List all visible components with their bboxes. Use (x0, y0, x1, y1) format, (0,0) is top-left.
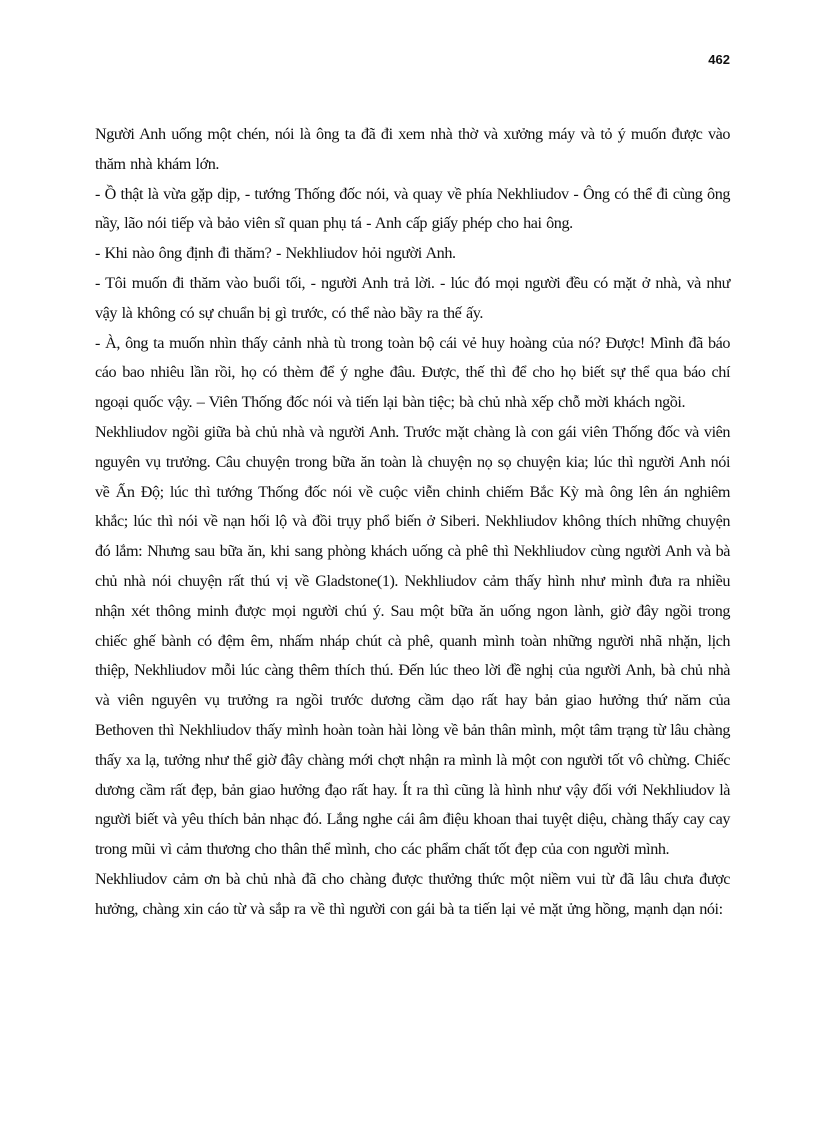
paragraph-7: Nekhliudov cảm ơn bà chủ nhà đã cho chàng được thưởng thức một niềm vui từ đã lâu chưa được hưởng, chàng xin cáo từ và sắp ra về thì người con gái bà ta tiến lại vẻ mặt ửng hồng, mạnh dạn nói: (95, 869, 730, 918)
paragraph-6: Nekhliudov ngồi giữa bà chủ nhà và người Anh. Trước mặt chàng là con gái viên Thống đốc và viên nguyên vụ trưởng. Câu chuyện trong bữa ăn toàn là chuyện nọ sọ chuyện kia; lúc thì người Anh nói về Ấn Độ; lúc thì tướng Thống đốc nói về cuộc viễn chinh chiếm Bắc Kỳ mà ông lên án nghiêm khắc; lúc thì nói về nạn hối lộ và đồi trụy phổ biến ở Siberi. Nekhliudov không thích những chuyện đó lắm: Nhưng sau bữa ăn, khi sang phòng khách uống cà phê thì Nekhliudov cùng người Anh và bà chủ nhà nói chuyện rất thú vị về Gladstone(1). Nekhliudov cảm thấy hình như mình đưa ra nhiều nhận xét thông minh được mọi người chú ý. Sau một bữa ăn uống ngon lành, giờ đây ngồi trong chiếc ghế bành có đệm êm, nhấm nháp chút cà phê, quanh mình toàn những người nhã nhặn, lịch thiệp, Nekhliudov mỗi lúc càng thêm thích thú. Đến lúc theo lời đề nghị của người Anh, bà chủ nhà và viên nguyên vụ trưởng ra ngồi trước dương cầm dạo rất hay bản giao hưởng thứ năm của Bethoven thì Nekhliudov thấy mình hoàn toàn hài lòng về bản thân mình, một tâm trạng từ lâu chàng thấy xa lạ, tưởng như thể giờ đây chàng mới chợt nhận ra mình là một con người tốt vô chừng. Chiếc dương cầm rất đẹp, bản giao hưởng đạo rất hay. Ít ra thì cũng là hình như vậy đối với Nekhliudov là người biết và yêu thích bản nhạc đó. Lắng nghe cái âm điệu khoan thai tuyệt diệu, chàng thấy cay cay trong mũi vì cảm thương cho thân thể mình, cho các phẩm chất tốt đẹp của con người mình. (95, 422, 730, 859)
paragraph-5: - À, ông ta muốn nhìn thấy cảnh nhà tù trong toàn bộ cái vẻ huy hoàng của nó? Được! Mình đã báo cáo bao nhiêu lần rồi, họ có thèm để ý nghe đâu. Được, thế thì để cho họ biết sự thể qua báo chí ngoại quốc vậy. – Viên Thống đốc nói và tiến lại bàn tiệc; bà chủ nhà xếp chỗ mời khách ngồi. (95, 333, 730, 412)
body-text (95, 120, 730, 925)
page-number: 462 (708, 52, 730, 67)
paragraph-3: - Khi nào ông định đi thăm? - Nekhliudov hỏi người Anh. (95, 244, 456, 263)
paragraph-1: Người Anh uống một chén, nói là ông ta đã đi xem nhà thờ và xưởng máy và tỏ ý muốn được vào thăm nhà khám lớn. (95, 125, 730, 173)
paragraph-4: - Tôi muốn đi thăm vào buổi tối, - người Anh trả lời. - lúc đó mọi người đều có mặt ở nhà, và như vậy là không có sự chuẩn bị gì trước, có thể nào bầy ra thế ấy. (95, 273, 730, 322)
paragraph-2: - Ồ thật là vừa gặp dịp, - tướng Thống đốc nói, và quay về phía Nekhliudov - Ông có thể đi cùng ông nầy, lão nói tiếp và bảo viên sĩ quan phụ tá - Anh cấp giấy phép cho hai ông. (95, 184, 730, 233)
